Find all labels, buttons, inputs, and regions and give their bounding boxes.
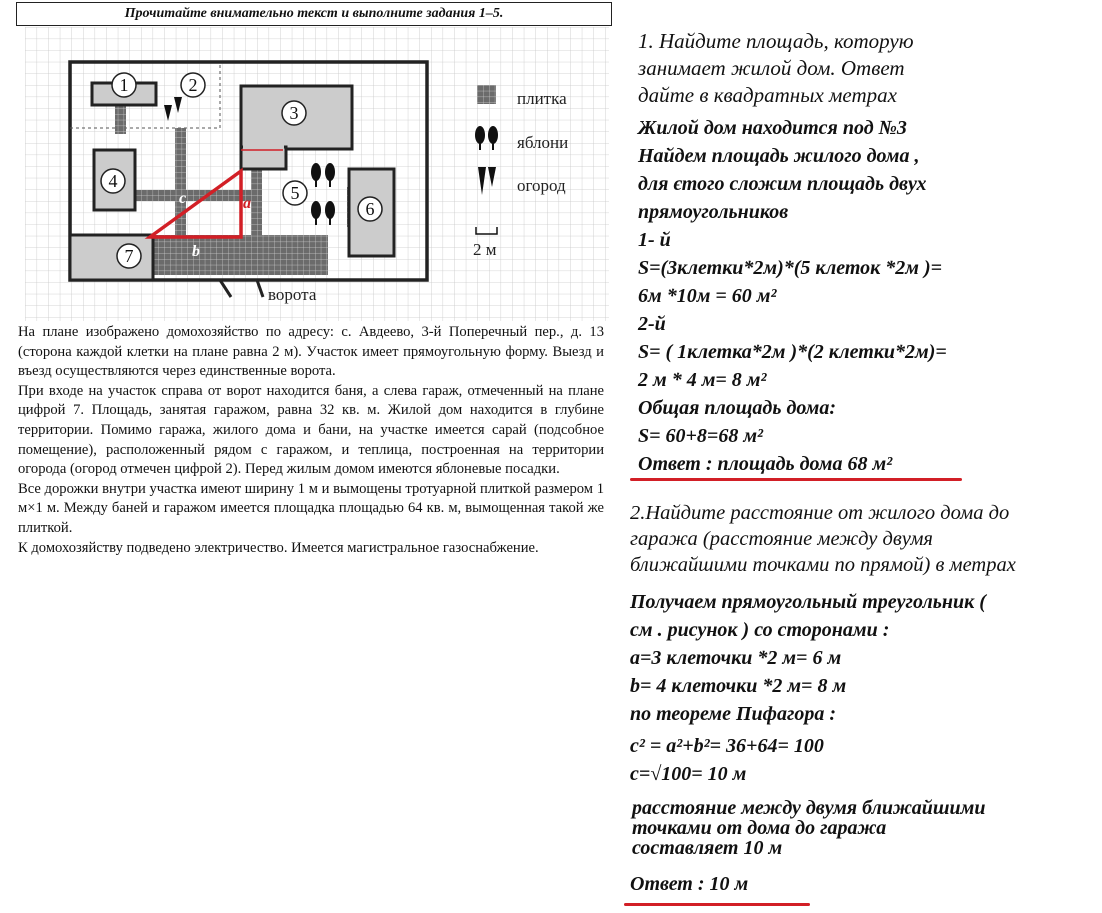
task2-question: 2.Найдите расстояние от жилого дома до гаража (расстояние между двумя ближайшими точками по прямой) в метрах — [630, 502, 1016, 576]
apple-icon — [475, 126, 485, 144]
task2-conclusion: расстояние между двумя ближайшими точками от дома до гаража составляет 10 м — [632, 797, 986, 859]
label-6: 6 — [365, 199, 375, 219]
path-vertical-mid — [251, 167, 262, 237]
label-c: c — [179, 190, 187, 207]
site-plan — [25, 27, 609, 321]
paragraph: Все дорожки внутри участка имеют ширину 1 м и вымощены тротуарной плиткой размером 1 м×1 м. Между баней и гаражом имеется площадка площадью 64 кв. м, вымощенная такой же плиткой. — [18, 480, 604, 536]
legend-scale: 2 м — [473, 240, 497, 259]
task2-answer: Ответ : 10 м — [630, 873, 749, 895]
label-7: 7 — [124, 246, 134, 266]
path-horizontal-left — [135, 190, 255, 201]
task1-solution: Жилой дом находится под №3 Найдем площадь жилого дома , для єтого сложим площадь двух прямоугольников 1- й S=(3клетки*2м)*(5 клеток *2м )= 6м *10м = 60 м² 2-й S= ( 1клетка*2м )*(2 клетки*2м)= 2 м * 4 м= 8 м² Общая площадь дома: S= 60+8=68 м² Ответ : площадь дома 68 м² — [638, 114, 947, 478]
paragraph: На плане изображено домохозяйство по адресу: с. Авдеево, 3-й Поперечный пер., д. 13 (сторона каждой клетки на плане равна 2 м). Участок имеет прямоугольную форму. Выезд и въезд осуществляются через единственные ворота. — [18, 324, 604, 380]
label-b: b — [192, 243, 200, 260]
problem-text — [18, 323, 604, 558]
tile-icon — [477, 85, 496, 104]
answer2-underline — [624, 903, 810, 906]
label-5: 5 — [290, 183, 300, 203]
paragraph: При входе на участок справа от ворот находится баня, а слева гараж, отмеченный на плане цифрой 7. Площадь, занятая гаражом, равна 32 кв. м. Жилой дом находится в глубине территории. Помимо гаража, жилого дома и бани, на участке имеется сарай (подсобное помещение), расположенный рядом с гаражом, и теплица, построенная на территории огорода (огород отмечен цифрой 2). Перед жилым домом имеются яблоневые посадки. — [18, 382, 604, 478]
label-3: 3 — [289, 103, 299, 123]
task2-solution: Получаем прямоугольный треугольник ( см . рисунок ) со сторонами : a=3 клеточки *2 м= 6 м b= 4 клеточки *2 м= 8 м по теореме Пифагора : c² = a²+b²= 36+64= 100 c=√100= 10 м — [630, 591, 986, 785]
label-1: 1 — [119, 75, 129, 95]
label-2: 2 — [188, 75, 198, 95]
label-a: a — [243, 195, 251, 212]
task1-question: 1. Найдите площадь, которую занимает жилой дом. Ответ дайте в квадратных метрах — [638, 29, 914, 107]
paragraph: К домохозяйству подведено электричество. Имеется магистральное газоснабжение. — [18, 539, 539, 556]
answer1-underline — [630, 478, 962, 481]
label-4: 4 — [108, 171, 118, 191]
legend-tile: плитка — [517, 89, 567, 108]
gate-label: ворота — [268, 285, 317, 304]
tiled-yard — [153, 235, 328, 275]
task1-answer: Ответ : площадь дома 68 м² — [638, 453, 893, 475]
legend-apple: яблони — [517, 133, 569, 152]
task-header: Прочитайте внимательно текст и выполните задания 1–5. — [16, 2, 612, 26]
legend-garden: огород — [517, 176, 566, 195]
